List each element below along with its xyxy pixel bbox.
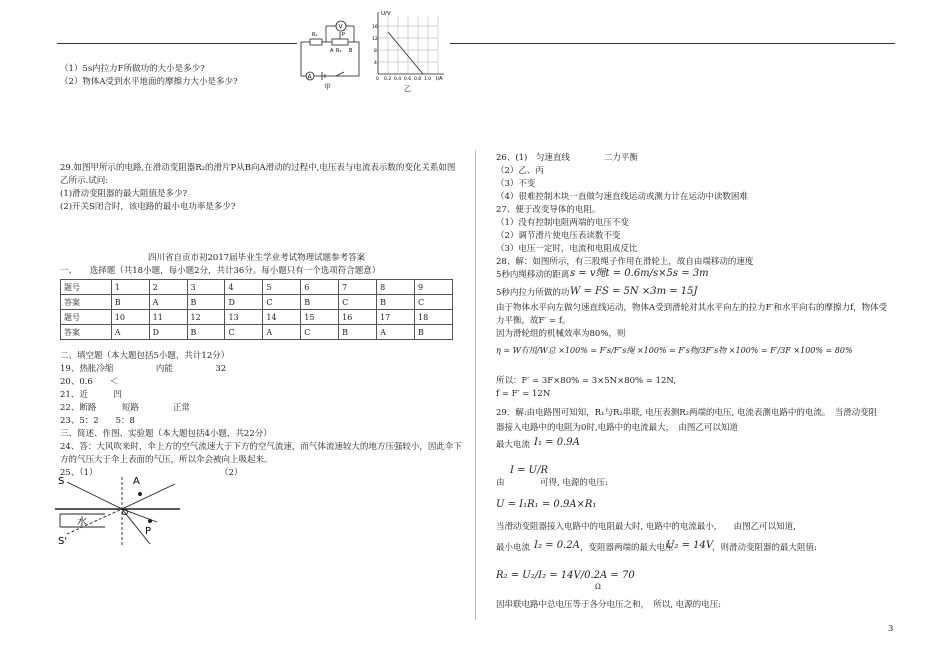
q29-line1: 29.如图甲所示的电路,在滑动变阻器R₂的滑片P从B向A滑动的过程中,电压表与电流表示数的变化关系如图 [60,163,456,173]
table-cell: 4 [225,280,263,295]
answer-28-line6: 所以：F′ = 3F×80% = 3×5N×80% = 12N, [496,376,677,386]
optics-label-s-prime: S' [58,536,68,547]
table-cell: C [339,295,377,310]
optics-label-a: A [133,476,140,487]
table-cell: 3 [187,280,225,295]
table-cell: 9 [414,280,452,295]
table-cell: C [225,325,263,340]
table-cell: A [149,295,187,310]
answer-27-line2: （2）调节滑片使电压表读数不变 [496,231,621,241]
answer-25-part2: （2） [220,468,243,478]
answer-26-line3: （3）不变 [496,179,536,189]
table-cell: 6 [301,280,339,295]
answer-29-ohm-formula: I = U/R [510,465,549,476]
table-cell: 题号 [61,310,112,325]
table-cell: C [301,325,339,340]
answer-table [60,279,453,340]
q29-line4: (2)开关S闭合时，该电路的最小电功率是多少? [60,202,236,212]
table-cell: 13 [225,310,263,325]
table-cell: B [187,295,225,310]
header-q2: （2）物体A受到水平地面的摩擦力大小是多少? [60,77,238,87]
table-cell: B [414,325,452,340]
answer-29-max-voltage-label: ，变阻器两端的最大电压 [580,543,674,553]
table-cell: 16 [339,310,377,325]
answer-26-line4: （4）很难控制木块一直做匀速直线运动或测力计在运动中读数困难 [496,192,748,202]
answer-28-efficiency-formula: η = W有用/W总 ×100% = F′s/F″s绳 ×100% = F′s物/3F″s物 ×100% = F′/3F ×100% = 80% [496,346,853,355]
answer-29-r2-formula: R₂ = U₂/I₂ = 14V/0.2A = 70 [496,570,635,581]
answer-29-max-voltage-value: U₂ = 14V [666,540,714,551]
optics-label-p: P [145,526,152,537]
table-cell: 答案 [61,325,112,340]
answer-19: 19、热胀冷缩 内能 32 [60,364,227,374]
circuit-label-v: V [338,23,343,31]
table-cell: 答案 [61,295,112,310]
answer-28-line3: 由于物体水平向左做匀速直线运动，物体A受到滑轮对其水平向左的拉力F′和水平向右的摩擦力f，物体受 [496,303,888,313]
table-cell: 14 [263,310,301,325]
answer-29-from-tail: 可得, 电源的电压: [540,478,608,488]
figure-yi-label: 乙 [404,85,411,93]
answer-29-line9: 因串联电路中总电压等于各分电压之和， 所以, 电源的电压: [496,600,722,610]
optics-label-water: 水 [77,517,87,528]
answer-26-line1: 26、(1) 匀速直线 二力平衡 [496,153,638,163]
circuit-label-b: B [349,48,353,54]
table-cell: 15 [301,310,339,325]
table-row [61,310,453,325]
graph-y-label: U/V [381,11,391,17]
answer-24-line1: 24、答：大风吹来时，伞上方的空气流速大于下方的空气流速，而气体流速较大的地方压强较小，因此伞下 [60,442,462,452]
table-cell: 18 [414,310,452,325]
table-row [61,295,453,310]
answer-28-line5: 因为滑轮组的机械效率为80%，则 [496,329,626,339]
answer-25-part1: 25、（1） [60,468,98,478]
answer-26-line2: （2）乙、丙 [496,166,544,176]
circuit-label-a2: A [330,48,334,54]
answer-28-line0: 28、解：如图所示，有三股绳子作用在滑轮上，故自由端移动的速度 [496,257,754,267]
answer-29-max-current-value: I₁ = 0.9A [534,437,580,448]
answer-29-max-current-label: 最大电流 [496,440,531,450]
answer-29-from-label: 由 [496,478,505,488]
section2-heading: 二、填空题（本大题包括5小题，共计12分） [60,351,230,361]
answer-29-max-resistance-label: ，则滑动变阻器的最大阻值: [712,543,817,553]
table-cell: 题号 [61,280,112,295]
table-cell: 10 [111,310,149,325]
answer-29-line1: 29．解:由电路图可知知，R₁与R₂串联, 电压表测R₂两端的电压, 电流表测电路中的电流。 当滑动变阻 [496,408,878,418]
table-cell: B [377,295,415,310]
table-cell: B [187,325,225,340]
graph-y-tick-16: 16 [372,25,378,30]
graph-y-tick-8: 8 [374,49,377,54]
circuit-label-r1: R₁ [312,32,318,38]
table-row [61,325,453,340]
q29-line3: (1)滑动变阻器的最大阻值是多少? [60,189,188,199]
table-cell: D [149,325,187,340]
answer-22: 22、断路 短路 正常 [60,403,190,413]
ui-graph-figure [374,8,450,98]
q29-line2: 乙所示.试问: [60,176,109,186]
table-cell: 17 [377,310,415,325]
page-number: 3 [888,624,894,634]
table-cell: 7 [339,280,377,295]
answer-23: 23、5：2 5：8 [60,416,135,426]
circuit-label-ammeter: A [307,73,312,81]
table-cell: A [263,325,301,340]
answer-21: 21、近 凹 [60,390,122,400]
answer-29-line6: 当滑动变阻器接入电路中的电阻最大时, 电路中的电流最小, 由图乙可以知道, [496,522,796,532]
column-divider [475,150,476,620]
table-cell: 8 [377,280,415,295]
section1-heading: 一、 选择题（共18小题，每小题2分，共计36分。每小题只有一个选项符合题意） [60,266,381,276]
table-cell: B [339,325,377,340]
answer-28-distance-label: 5秒内绳移动的距离 [496,270,570,280]
graph-y-tick-4: 4 [374,61,377,66]
table-cell: 2 [149,280,187,295]
answer-28-work-label: 5秒内拉力所做的功 [496,288,570,298]
table-cell: C [263,295,301,310]
answer-29-min-current-value: I₂ = 0.2A [534,540,580,551]
answer-27-line1: （1）没有控制电阻两端的电压不变 [496,218,629,228]
header-q1: （1）5s内拉力F所做功的大小是多少? [60,64,205,74]
circuit-label-r2: R₂ [336,48,342,54]
section3-heading: 三、简述、作图、实验题（本大题包括4小题，共22分） [60,429,272,439]
table-cell: C [414,295,452,310]
figure-jia-label: 甲 [324,83,331,91]
optics-label-s: S [58,476,65,487]
answer-27-line0: 27、便于改变导体的电阻。 [496,205,601,215]
answer-title: 四川省自贡市初2017届毕业生学业考试物理试题参考答案 [148,253,366,263]
table-cell: B [111,295,149,310]
table-cell: 1 [111,280,149,295]
graph-x-tick-0: 0 [376,77,379,82]
table-cell: A [377,325,415,340]
answer-29-line2: 器接入电路中的电阻为0时,电路中的电流最大， 由图乙可以知道 [496,423,738,433]
answer-28-distance-formula: s = v绳t = 0.6m/s×5s = 3m [570,268,709,279]
circuit-label-p: P [342,32,346,38]
answer-29-source-voltage: U = I₁R₁ = 0.9A×R₁ [496,499,597,510]
graph-x-tick-02: 0.2 [384,77,392,82]
answer-20: 20、0.6 ＜ [60,377,119,387]
answer-24-line2: 方的气压大于伞上表面的气压，所以伞会被向上吸起来。 [60,455,273,465]
graph-x-tick-10: 1.0 [424,77,432,82]
graph-x-tick-04: 0.4 [394,77,402,82]
table-cell: D [225,295,263,310]
answer-27-line3: （3）电压一定时，电流和电阻成反比 [496,244,638,254]
header-rule-right [450,43,895,44]
answer-29-min-current-label: 最小电流 [496,543,531,553]
answer-29-r2-unit: Ω [595,583,601,591]
answer-28-line4: 力平衡，故F′ = f。 [496,316,571,326]
header-rule-left [57,43,297,44]
optics-figure [55,472,180,552]
answer-28-line7: f = F′ = 12N [496,389,551,399]
table-cell: 12 [187,310,225,325]
answer-28-work-formula: W = FS = 5N ×3m = 15J [570,286,698,297]
table-cell: 5 [263,280,301,295]
circuit-figure [296,14,366,94]
graph-x-tick-06: 0.6 [404,77,412,82]
graph-x-tick-08: 0.8 [414,77,422,82]
table-row [61,280,453,295]
table-cell: 11 [149,310,187,325]
graph-x-label: I/A [436,76,443,82]
graph-y-tick-12: 12 [372,37,378,42]
table-cell: B [301,295,339,310]
table-cell: A [111,325,149,340]
